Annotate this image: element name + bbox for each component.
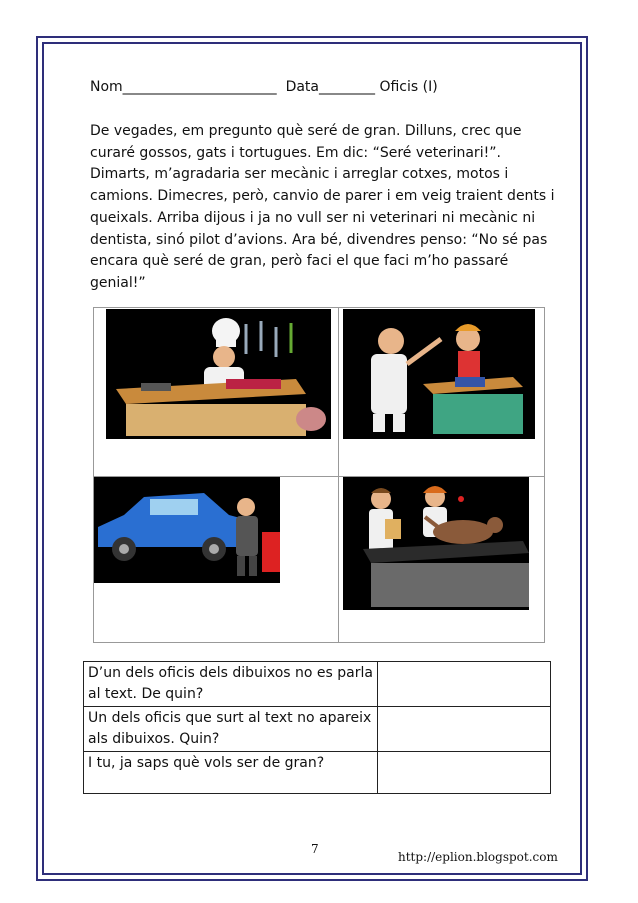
question-row <box>84 662 551 707</box>
answer-cell[interactable] <box>378 707 551 752</box>
story-paragraph <box>90 121 560 295</box>
questions-table <box>83 661 551 794</box>
answer-cell[interactable] <box>378 662 551 707</box>
story-line: genial!” <box>90 274 146 291</box>
story-line: camions. Dimecres, però, canvio de parer i em veig traient dents i <box>90 188 555 205</box>
answer-cell[interactable] <box>378 752 551 794</box>
question-text: D’un dels oficis dels dibuixos no es parla al text. De quin? <box>84 662 378 707</box>
story-line: Dimarts, m’agradaria ser mecànic i arreglar cotxes, motos i <box>90 166 509 183</box>
story-line: curaré gossos, gats i tortugues. Em dic: “Seré veterinari!”. <box>90 144 501 161</box>
chef-illustration <box>106 309 331 439</box>
question-text: I tu, ja saps què vols ser de gran? <box>84 752 378 794</box>
story-line: queixals. Arriba dijous i ja no vull ser ni veterinari ni mecànic ni <box>90 209 536 226</box>
story-line: dentista, sinó pilot d’avions. Ara bé, divendres penso: “No sé pas <box>90 231 548 248</box>
illustrations-grid <box>93 307 545 643</box>
question-row <box>84 707 551 752</box>
story-line: De vegades, em pregunto què seré de gran. Dilluns, crec que <box>90 123 522 139</box>
footer-url: http://eplion.blogspot.com <box>398 850 558 864</box>
veterinarian-illustration <box>343 477 529 610</box>
mechanic-illustration <box>94 477 280 583</box>
dentist-illustration <box>343 309 535 439</box>
question-text: Un dels oficis que surt al text no apareix als dibuixos. Quin? <box>84 707 378 752</box>
worksheet-header: Nom______________________ Data________ Oficis (I) <box>90 79 438 95</box>
grid-divider <box>338 308 339 642</box>
question-row <box>84 752 551 794</box>
story-line: encara què seré de gran, però faci el que faci m’ho passaré <box>90 253 509 270</box>
page-number: 7 <box>311 842 319 856</box>
